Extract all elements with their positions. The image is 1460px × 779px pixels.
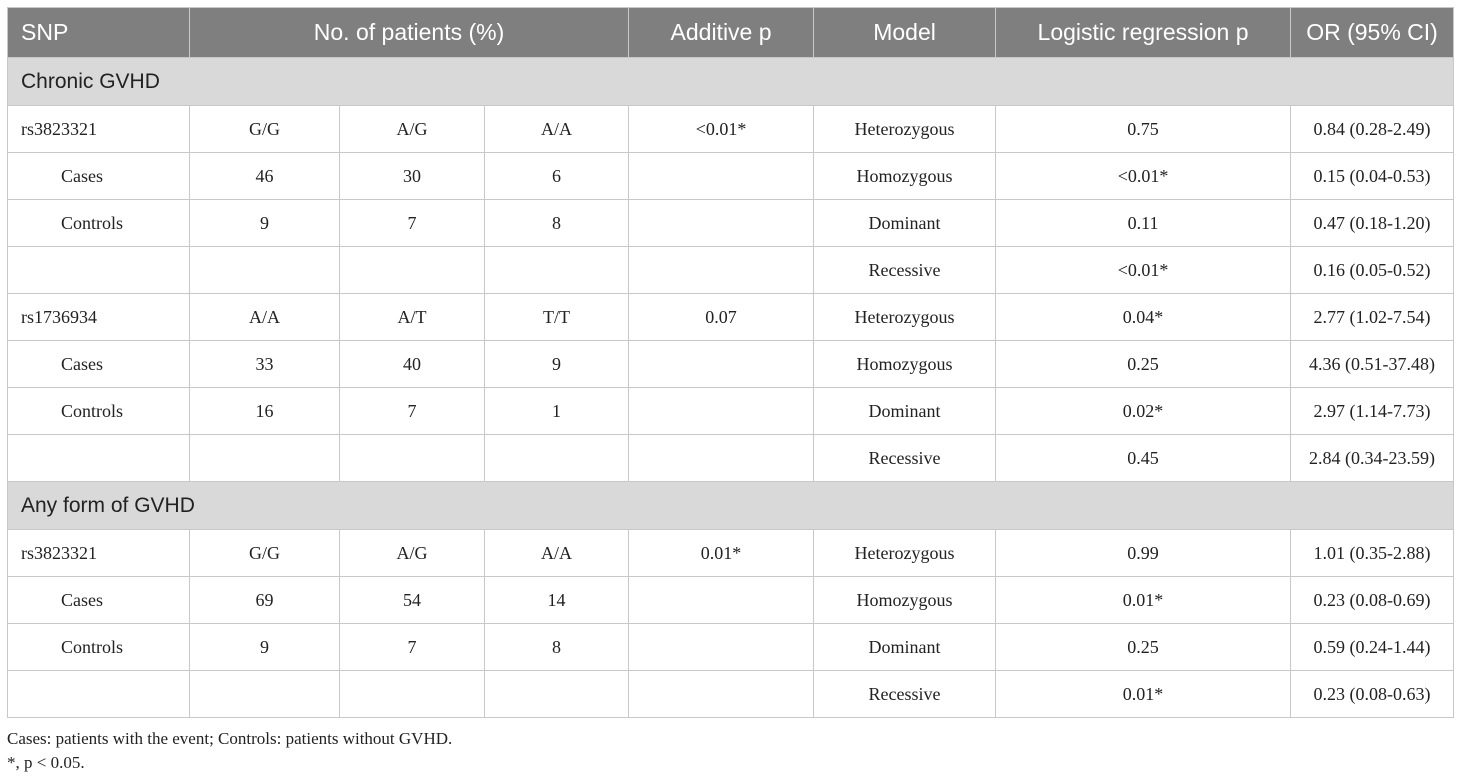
cell-or: 0.23 (0.08-0.69): [1291, 577, 1454, 624]
cell-model: Heterozygous: [814, 294, 996, 341]
cell-genotype-1: G/G: [190, 530, 340, 577]
table-body: [8, 58, 1454, 718]
cell-genotype-2: [340, 247, 485, 294]
cell-logistic-p: 0.01*: [996, 671, 1291, 718]
table-row: [8, 435, 1454, 482]
cell-genotype-3: A/A: [485, 106, 629, 153]
cell-snp: Cases: [8, 153, 190, 200]
cell-snp: Controls: [8, 624, 190, 671]
cell-snp: [8, 247, 190, 294]
cell-genotype-1: 46: [190, 153, 340, 200]
cell-additive-p: <0.01*: [629, 106, 814, 153]
cell-or: 0.16 (0.05-0.52): [1291, 247, 1454, 294]
cell-genotype-2: 7: [340, 624, 485, 671]
cell-genotype-2: A/T: [340, 294, 485, 341]
cell-genotype-2: 7: [340, 388, 485, 435]
cell-additive-p: [629, 247, 814, 294]
cell-genotype-1: 9: [190, 624, 340, 671]
header-additive-p: Additive p: [629, 8, 814, 58]
cell-genotype-1: G/G: [190, 106, 340, 153]
table-row: [8, 388, 1454, 435]
table-row: [8, 671, 1454, 718]
cell-logistic-p: <0.01*: [996, 247, 1291, 294]
cell-logistic-p: <0.01*: [996, 153, 1291, 200]
table-row: [8, 577, 1454, 624]
cell-additive-p: [629, 577, 814, 624]
cell-genotype-1: 16: [190, 388, 340, 435]
cell-snp: rs1736934: [8, 294, 190, 341]
cell-genotype-3: [485, 671, 629, 718]
cell-snp: Controls: [8, 200, 190, 247]
cell-or: 0.59 (0.24-1.44): [1291, 624, 1454, 671]
cell-genotype-1: [190, 435, 340, 482]
cell-model: Homozygous: [814, 153, 996, 200]
table-row: [8, 530, 1454, 577]
table-row: [8, 106, 1454, 153]
header-model: Model: [814, 8, 996, 58]
header-patients: No. of patients (%): [190, 8, 629, 58]
cell-snp: Controls: [8, 388, 190, 435]
section-row: [8, 58, 1454, 106]
cell-logistic-p: 0.04*: [996, 294, 1291, 341]
results-table-container: [7, 7, 1453, 718]
cell-model: Homozygous: [814, 577, 996, 624]
cell-genotype-1: [190, 247, 340, 294]
table-row: [8, 624, 1454, 671]
cell-model: Recessive: [814, 247, 996, 294]
cell-additive-p: [629, 435, 814, 482]
cell-snp: Cases: [8, 341, 190, 388]
cell-model: Dominant: [814, 200, 996, 247]
cell-logistic-p: 0.02*: [996, 388, 1291, 435]
cell-or: 2.97 (1.14-7.73): [1291, 388, 1454, 435]
cell-genotype-3: 9: [485, 341, 629, 388]
footnote-definitions: Cases: patients with the event; Controls: patients without GVHD.: [7, 729, 453, 748]
cell-additive-p: 0.01*: [629, 530, 814, 577]
table-row: [8, 153, 1454, 200]
cell-logistic-p: 0.01*: [996, 577, 1291, 624]
cell-model: Recessive: [814, 671, 996, 718]
cell-or: 0.84 (0.28-2.49): [1291, 106, 1454, 153]
cell-genotype-3: A/A: [485, 530, 629, 577]
cell-genotype-1: [190, 671, 340, 718]
cell-genotype-2: A/G: [340, 106, 485, 153]
cell-logistic-p: 0.45: [996, 435, 1291, 482]
cell-additive-p: [629, 153, 814, 200]
cell-genotype-2: 7: [340, 200, 485, 247]
cell-model: Homozygous: [814, 341, 996, 388]
cell-or: 0.15 (0.04-0.53): [1291, 153, 1454, 200]
cell-additive-p: [629, 388, 814, 435]
section-title: Chronic GVHD: [8, 58, 1454, 106]
cell-genotype-3: 6: [485, 153, 629, 200]
cell-or: 0.47 (0.18-1.20): [1291, 200, 1454, 247]
cell-or: 4.36 (0.51-37.48): [1291, 341, 1454, 388]
cell-genotype-2: 30: [340, 153, 485, 200]
cell-logistic-p: 0.25: [996, 624, 1291, 671]
cell-snp: Cases: [8, 577, 190, 624]
cell-genotype-1: 33: [190, 341, 340, 388]
cell-genotype-3: 8: [485, 200, 629, 247]
table-row: [8, 200, 1454, 247]
cell-genotype-2: 54: [340, 577, 485, 624]
cell-genotype-1: A/A: [190, 294, 340, 341]
cell-logistic-p: 0.25: [996, 341, 1291, 388]
results-table: [7, 7, 1454, 718]
cell-additive-p: [629, 341, 814, 388]
cell-additive-p: [629, 624, 814, 671]
table-row: [8, 341, 1454, 388]
cell-model: Heterozygous: [814, 530, 996, 577]
cell-model: Recessive: [814, 435, 996, 482]
cell-snp: rs3823321: [8, 530, 190, 577]
cell-snp: [8, 671, 190, 718]
cell-genotype-2: [340, 671, 485, 718]
cell-or: 1.01 (0.35-2.88): [1291, 530, 1454, 577]
cell-model: Dominant: [814, 624, 996, 671]
table-row: [8, 247, 1454, 294]
cell-genotype-1: 69: [190, 577, 340, 624]
cell-genotype-1: 9: [190, 200, 340, 247]
cell-genotype-3: 1: [485, 388, 629, 435]
cell-genotype-2: A/G: [340, 530, 485, 577]
table-row: [8, 294, 1454, 341]
cell-or: 2.84 (0.34-23.59): [1291, 435, 1454, 482]
section-row: [8, 482, 1454, 530]
cell-genotype-2: 40: [340, 341, 485, 388]
cell-additive-p: [629, 200, 814, 247]
cell-model: Dominant: [814, 388, 996, 435]
cell-snp: rs3823321: [8, 106, 190, 153]
header-snp: SNP: [8, 8, 190, 58]
cell-logistic-p: 0.99: [996, 530, 1291, 577]
cell-additive-p: [629, 671, 814, 718]
footnote-significance: *, p < 0.05.: [7, 753, 85, 772]
cell-genotype-3: 8: [485, 624, 629, 671]
cell-logistic-p: 0.75: [996, 106, 1291, 153]
cell-genotype-3: T/T: [485, 294, 629, 341]
header-or: OR (95% CI): [1291, 8, 1454, 58]
cell-genotype-3: 14: [485, 577, 629, 624]
cell-genotype-2: [340, 435, 485, 482]
table-footnotes: [7, 727, 452, 775]
header-logistic-p: Logistic regression p: [996, 8, 1291, 58]
cell-logistic-p: 0.11: [996, 200, 1291, 247]
cell-genotype-3: [485, 247, 629, 294]
cell-snp: [8, 435, 190, 482]
section-title: Any form of GVHD: [8, 482, 1454, 530]
header-row: [8, 8, 1454, 58]
cell-or: 2.77 (1.02-7.54): [1291, 294, 1454, 341]
cell-additive-p: 0.07: [629, 294, 814, 341]
cell-genotype-3: [485, 435, 629, 482]
cell-or: 0.23 (0.08-0.63): [1291, 671, 1454, 718]
cell-model: Heterozygous: [814, 106, 996, 153]
